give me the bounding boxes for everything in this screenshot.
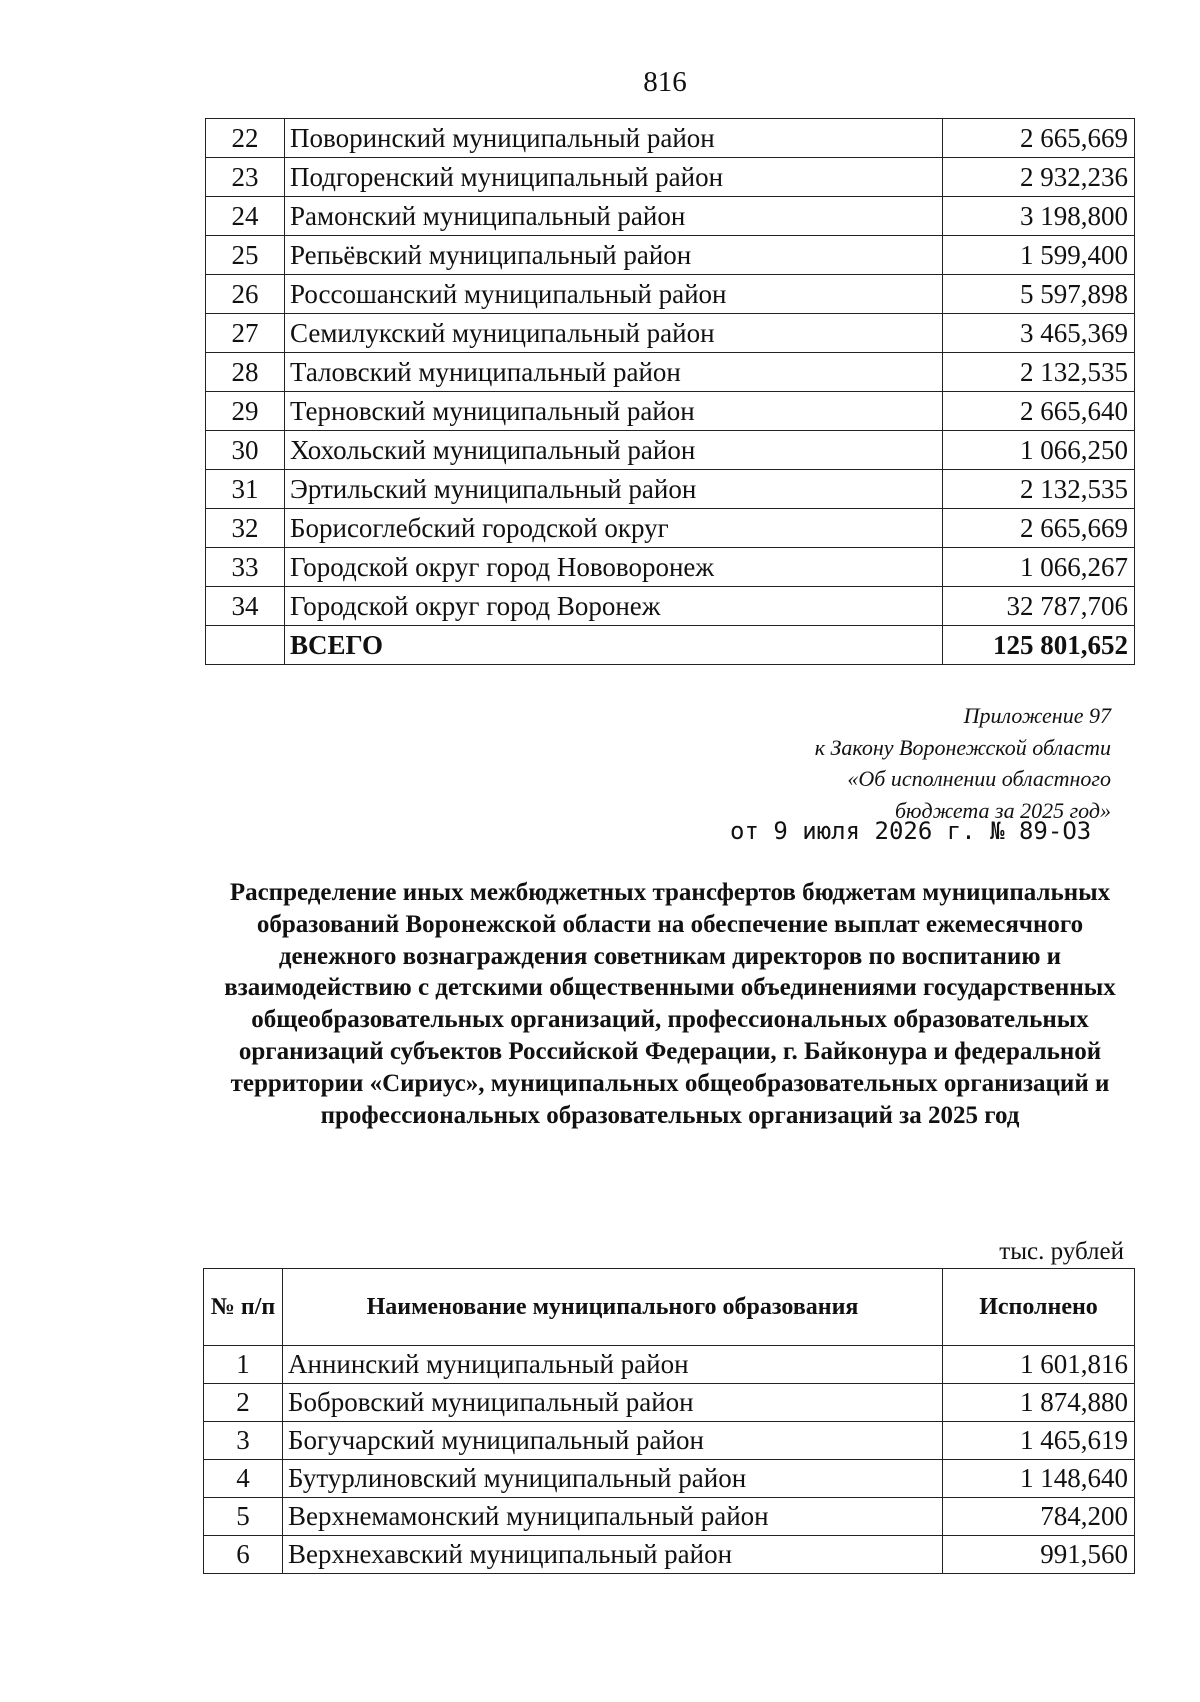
row-number: 2 [204,1384,283,1422]
amount: 3 198,800 [943,197,1135,236]
row-number: 29 [206,392,285,431]
municipality-name: Семилукский муниципальный район [285,314,943,353]
annex-line: к Закону Воронежской области [814,734,1111,760]
row-number: 25 [206,236,285,275]
table-row [206,392,1135,431]
table-row [204,1498,1135,1536]
table-row [206,197,1135,236]
header-number: № п/п [204,1269,283,1346]
municipality-name: Аннинский муниципальный район [283,1346,943,1384]
municipality-name: Бутурлиновский муниципальный район [283,1460,943,1498]
amount: 1 465,619 [943,1422,1135,1460]
table-row [204,1346,1135,1384]
annex-line: Приложение 97 [963,703,1111,728]
distribution-table [203,1268,1135,1574]
table-row [206,314,1135,353]
amount: 1 874,880 [943,1384,1135,1422]
amount: 32 787,706 [943,587,1135,626]
amount: 5 597,898 [943,275,1135,314]
table-header-row [204,1269,1135,1346]
table-row [206,431,1135,470]
municipality-name: Репьёвский муниципальный район [285,236,943,275]
municipality-name: Россошанский муниципальный район [285,275,943,314]
table-row [206,119,1135,158]
header-executed: Исполнено [943,1269,1135,1346]
header-municipality: Наименование муниципального образования [283,1269,943,1346]
municipality-name: Хохольский муниципальный район [285,431,943,470]
row-number: 33 [206,548,285,587]
row-number: 23 [206,158,285,197]
row-number: 28 [206,353,285,392]
municipality-name: Поворинский муниципальный район [285,119,943,158]
municipality-name: Городской округ город Нововоронеж [285,548,943,587]
row-number: 31 [206,470,285,509]
municipality-name: Эртильский муниципальный район [285,470,943,509]
amount: 3 465,369 [943,314,1135,353]
table-row [206,470,1135,509]
row-number: 22 [206,119,285,158]
municipality-name: Бобровский муниципальный район [283,1384,943,1422]
amount: 2 665,669 [943,119,1135,158]
municipality-name: Подгоренский муниципальный район [285,158,943,197]
amount: 2 132,535 [943,470,1135,509]
table-row [206,158,1135,197]
row-number: 26 [206,275,285,314]
municipality-name: Рамонский муниципальный район [285,197,943,236]
table-row [206,236,1135,275]
annex-line: «Об исполнении областного [847,766,1111,791]
amount: 2 932,236 [943,158,1135,197]
table-row [204,1536,1135,1574]
table-row [206,548,1135,587]
row-number: 4 [204,1460,283,1498]
amount: 1 599,400 [943,236,1135,275]
total-amount: 125 801,652 [943,626,1135,665]
municipality-name: Верхнехавский муниципальный район [283,1536,943,1574]
row-number: 24 [206,197,285,236]
total-row [206,626,1135,665]
municipality-name: Городской округ город Воронеж [285,587,943,626]
amount: 2 665,669 [943,509,1135,548]
table-row [204,1460,1135,1498]
distribution-table-continued [205,118,1135,665]
table-row [206,353,1135,392]
amount: 784,200 [943,1498,1135,1536]
total-label: ВСЕГО [285,626,943,665]
row-number: 1 [204,1346,283,1384]
row-number: 34 [206,587,285,626]
amount: 2 132,535 [943,353,1135,392]
amount: 2 665,640 [943,392,1135,431]
municipality-name: Богучарский муниципальный район [283,1422,943,1460]
annex-line: бюджета за 2025 год» [894,797,1111,823]
amount: 1 066,267 [943,548,1135,587]
page-number: 816 [643,66,687,98]
total-number [206,626,285,665]
row-number: 32 [206,509,285,548]
municipality-name: Верхнемамонский муниципальный район [283,1498,943,1536]
row-number: 27 [206,314,285,353]
municipality-name: Терновский муниципальный район [285,392,943,431]
amount: 1 148,640 [943,1460,1135,1498]
table-row [204,1422,1135,1460]
amount: 991,560 [943,1536,1135,1574]
table-row [206,587,1135,626]
row-number: 5 [204,1498,283,1536]
document-title: Распределение иных межбюджетных трансфертов бюджетам муниципальных образований Воронежской области на обеспечение выплат ежемесячного денежного вознаграждения советникам директоров по воспитанию и взаимодействию с детскими общественными объединениями государственных общеобразовательных организаций, профессиональных образовательных организаций субъектов Российской Федерации, г. Байконура и федеральной территории «Сириус», муниципальных общеобразовательных организаций и профессиональных образовательных организаций за 2025 год [224,879,1116,1129]
row-number: 3 [204,1422,283,1460]
table-row [206,509,1135,548]
table-row [204,1384,1135,1422]
amount: 1 066,250 [943,431,1135,470]
row-number: 6 [204,1536,283,1574]
units-label: тыс. рублей [999,1238,1124,1265]
annex-header [815,700,1111,826]
law-date-number: от 9 июля 2026 г. № 89-ОЗ [730,817,1092,845]
municipality-name: Таловский муниципальный район [285,353,943,392]
table-row [206,275,1135,314]
row-number: 30 [206,431,285,470]
amount: 1 601,816 [943,1346,1135,1384]
municipality-name: Борисоглебский городской округ [285,509,943,548]
